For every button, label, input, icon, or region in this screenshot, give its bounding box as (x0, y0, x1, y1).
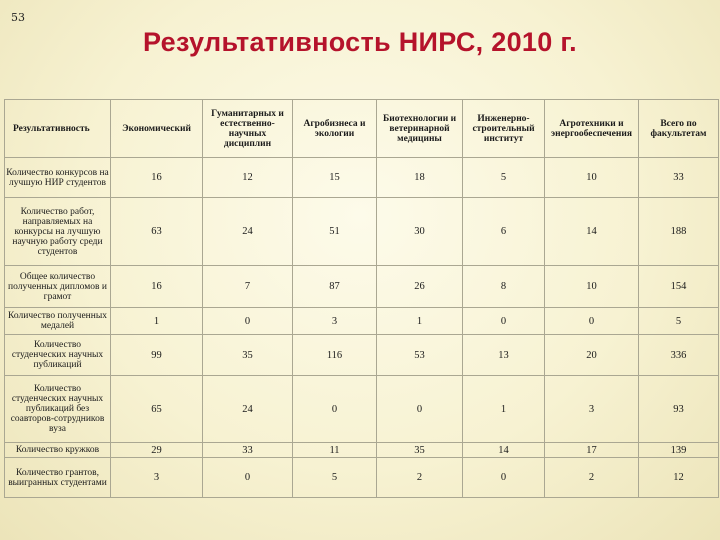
table-cell: 11 (293, 443, 377, 458)
table-row (5, 158, 719, 198)
table-cell: 99 (111, 335, 203, 376)
column-header: Инженерно-строительный институт (463, 100, 545, 158)
table-cell: 10 (545, 266, 639, 308)
table-cell: 29 (111, 443, 203, 458)
table-cell: 33 (203, 443, 293, 458)
table-cell: 1 (111, 308, 203, 335)
table-cell: 0 (293, 376, 377, 443)
row-label: Количество студенческих научных публикаций (5, 335, 111, 376)
table-cell: 35 (203, 335, 293, 376)
table-cell: 63 (111, 198, 203, 266)
table-cell: 33 (639, 158, 719, 198)
table-cell: 51 (293, 198, 377, 266)
table-cell: 87 (293, 266, 377, 308)
table-cell: 0 (203, 308, 293, 335)
table-cell: 16 (111, 266, 203, 308)
table-cell: 13 (463, 335, 545, 376)
table-cell: 18 (377, 158, 463, 198)
table-cell: 0 (545, 308, 639, 335)
table-cell: 139 (639, 443, 719, 458)
table-cell: 35 (377, 443, 463, 458)
table-cell: 3 (545, 376, 639, 443)
table-cell: 0 (463, 308, 545, 335)
table-cell: 116 (293, 335, 377, 376)
column-header: Агротехники и энергообеспечения (545, 100, 639, 158)
table-cell: 3 (293, 308, 377, 335)
table-cell: 5 (293, 458, 377, 498)
table-cell: 65 (111, 376, 203, 443)
table-row (5, 443, 719, 458)
table-cell: 2 (377, 458, 463, 498)
table-row (5, 458, 719, 498)
table-row (5, 198, 719, 266)
column-header: Результативность (5, 100, 111, 158)
table-cell: 10 (545, 158, 639, 198)
table-cell: 16 (111, 158, 203, 198)
table-cell: 6 (463, 198, 545, 266)
table-cell: 12 (639, 458, 719, 498)
table-row (5, 266, 719, 308)
column-header: Всего по факультетам (639, 100, 719, 158)
table-row (5, 308, 719, 335)
table-cell: 24 (203, 198, 293, 266)
table-cell: 15 (293, 158, 377, 198)
table-cell: 26 (377, 266, 463, 308)
column-header: Биотехнологии и ветеринарной медицины (377, 100, 463, 158)
row-label: Количество грантов, выигранных студентами (5, 458, 111, 498)
table-cell: 24 (203, 376, 293, 443)
table-cell: 8 (463, 266, 545, 308)
column-header: Экономический (111, 100, 203, 158)
table-cell: 14 (545, 198, 639, 266)
results-table (4, 99, 719, 498)
table-row (5, 335, 719, 376)
table-cell: 53 (377, 335, 463, 376)
table-cell: 7 (203, 266, 293, 308)
table-row (5, 376, 719, 443)
table-cell: 12 (203, 158, 293, 198)
table-cell: 188 (639, 198, 719, 266)
table-cell: 93 (639, 376, 719, 443)
row-label: Количество полученных медалей (5, 308, 111, 335)
table-cell: 154 (639, 266, 719, 308)
table-cell: 14 (463, 443, 545, 458)
table-cell: 1 (377, 308, 463, 335)
table-header-row (5, 100, 719, 158)
column-header: Гуманитарных и естественно-научных дисциплин (203, 100, 293, 158)
table-cell: 30 (377, 198, 463, 266)
table-cell: 336 (639, 335, 719, 376)
table-cell: 20 (545, 335, 639, 376)
table-cell: 0 (463, 458, 545, 498)
row-label: Количество конкурсов на лучшую НИР студентов (5, 158, 111, 198)
table-cell: 1 (463, 376, 545, 443)
table-cell: 2 (545, 458, 639, 498)
row-label: Количество студенческих научных публикаций без соавторов-сотрудников вуза (5, 376, 111, 443)
column-header: Агробизнеса и экологии (293, 100, 377, 158)
table-cell: 5 (463, 158, 545, 198)
row-label: Количество кружков (5, 443, 111, 458)
row-label: Количество работ, направляемых на конкурсы на лучшую научную работу среди студентов (5, 198, 111, 266)
table-cell: 3 (111, 458, 203, 498)
table-cell: 17 (545, 443, 639, 458)
row-label: Общее количество полученных дипломов и грамот (5, 266, 111, 308)
table-cell: 0 (377, 376, 463, 443)
slide-title: Результативность НИРС, 2010 г. (143, 27, 577, 57)
slide-number: 53 (11, 11, 25, 24)
table-cell: 0 (203, 458, 293, 498)
table-cell: 5 (639, 308, 719, 335)
